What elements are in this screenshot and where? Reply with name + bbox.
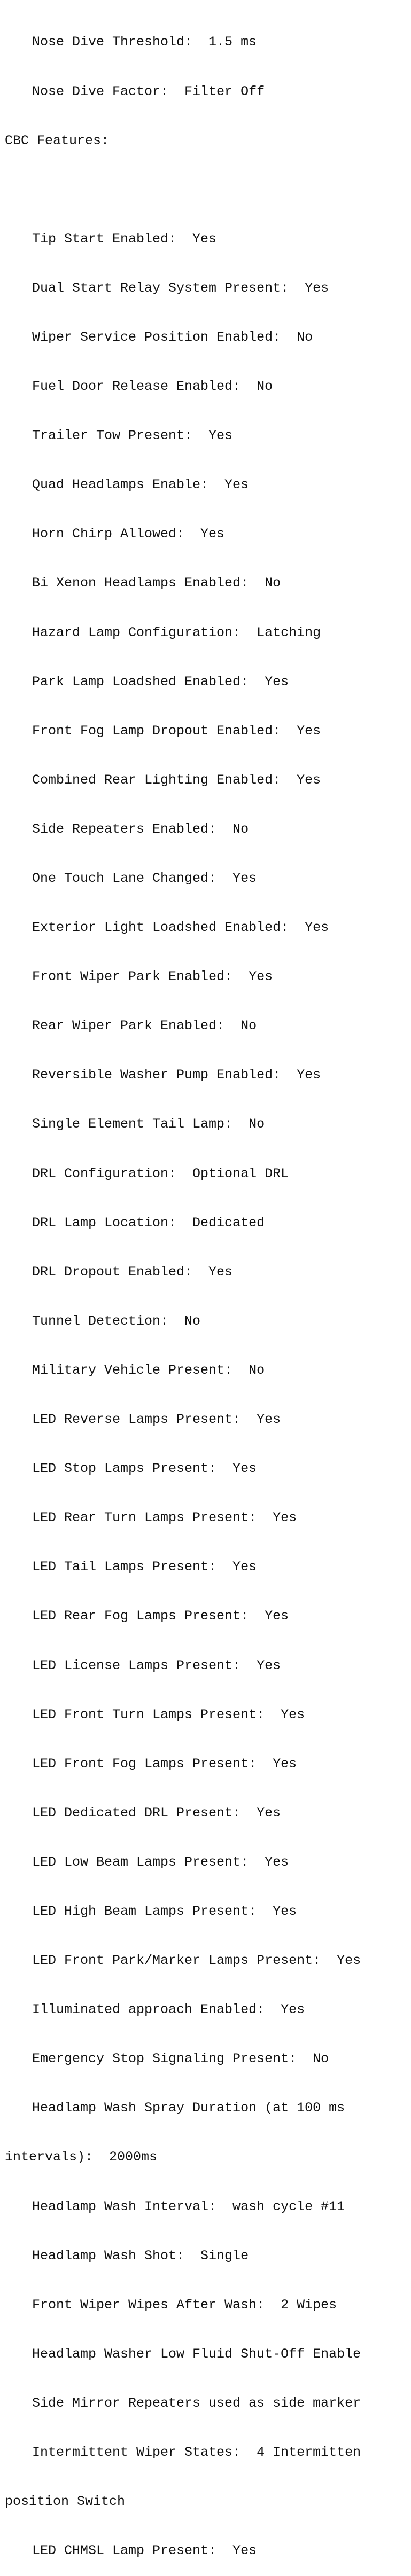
config-line: Headlamp Wash Shot: Single: [32, 2248, 249, 2264]
config-line: Military Vehicle Present: No: [32, 1362, 265, 1378]
config-line: Quad Headlamps Enable: Yes: [32, 477, 249, 493]
config-line: LED Front Fog Lamps Present: Yes: [32, 1756, 297, 1772]
config-line: LED Front Park/Marker Lamps Present: Yes: [32, 1953, 361, 1969]
config-line: DRL Dropout Enabled: Yes: [32, 1264, 233, 1280]
config-line: Headlamp Wash Interval: wash cycle #11: [32, 2198, 345, 2214]
config-line: Tip Start Enabled: Yes: [32, 231, 217, 247]
config-line: Side Mirror Repeaters used as side marker: [32, 2395, 361, 2411]
config-line: Front Fog Lamp Dropout Enabled: Yes: [32, 723, 321, 739]
config-line: LED Low Beam Lamps Present: Yes: [32, 1854, 289, 1870]
config-line: LED High Beam Lamps Present: Yes: [32, 1903, 297, 1919]
config-line: Trailer Tow Present: Yes: [32, 428, 233, 444]
config-line: Tunnel Detection: No: [32, 1313, 201, 1329]
config-line-continuation: intervals): 2000ms: [5, 2149, 158, 2165]
config-line: Rear Wiper Park Enabled: No: [32, 1018, 257, 1034]
config-line: Combined Rear Lighting Enabled: Yes: [32, 772, 321, 788]
config-document: [5, 2, 411, 2576]
config-line: One Touch Lane Changed: Yes: [32, 871, 257, 886]
config-line: Reversible Washer Pump Enabled: Yes: [32, 1067, 321, 1083]
config-line: LED Rear Fog Lamps Present: Yes: [32, 1608, 289, 1624]
config-line: Nose Dive Threshold: 1.5 ms: [32, 34, 257, 50]
config-line: Headlamp Wash Spray Duration (at 100 ms: [32, 2100, 345, 2116]
config-line: LED License Lamps Present: Yes: [32, 1657, 281, 1673]
config-line: DRL Lamp Location: Dedicated: [32, 1215, 265, 1231]
config-line: Side Repeaters Enabled: No: [32, 821, 249, 837]
config-line: LED Tail Lamps Present: Yes: [32, 1559, 257, 1575]
config-line: LED Rear Turn Lamps Present: Yes: [32, 1510, 297, 1526]
config-line: Hazard Lamp Configuration: Latching: [32, 624, 321, 640]
config-line: LED Reverse Lamps Present: Yes: [32, 1412, 281, 1428]
heading-underline: [5, 182, 411, 199]
config-line: Headlamp Washer Low Fluid Shut-Off Enable: [32, 2346, 361, 2362]
config-line: DRL Configuration: Optional DRL: [32, 1165, 289, 1181]
config-line: Fuel Door Release Enabled: No: [32, 379, 273, 395]
config-line: LED CHMSL Lamp Present: Yes: [32, 2543, 257, 2559]
config-line-continuation: position Switch: [5, 2494, 126, 2510]
config-line: Front Wiper Wipes After Wash: 2 Wipes: [32, 2297, 337, 2313]
config-line: Nose Dive Factor: Filter Off: [32, 83, 265, 99]
config-line: Front Wiper Park Enabled: Yes: [32, 969, 273, 985]
config-line: LED Front Turn Lamps Present: Yes: [32, 1706, 305, 1722]
config-line: Bi Xenon Headlamps Enabled: No: [32, 575, 281, 591]
config-line: Illuminated approach Enabled: Yes: [32, 2002, 305, 2018]
config-line: Dual Start Relay System Present: Yes: [32, 280, 329, 296]
config-line: LED Stop Lamps Present: Yes: [32, 1461, 257, 1477]
config-line: Park Lamp Loadshed Enabled: Yes: [32, 674, 289, 690]
section-heading: CBC Features:: [5, 132, 110, 148]
config-line: Intermittent Wiper States: 4 Intermitten: [32, 2445, 361, 2460]
config-line: Single Element Tail Lamp: No: [32, 1116, 265, 1132]
config-line: Wiper Service Position Enabled: No: [32, 329, 313, 345]
config-line: Emergency Stop Signaling Present: No: [32, 2051, 329, 2067]
config-line: Exterior Light Loadshed Enabled: Yes: [32, 920, 329, 936]
config-line: LED Dedicated DRL Present: Yes: [32, 1805, 281, 1821]
config-line: Horn Chirp Allowed: Yes: [32, 526, 225, 542]
